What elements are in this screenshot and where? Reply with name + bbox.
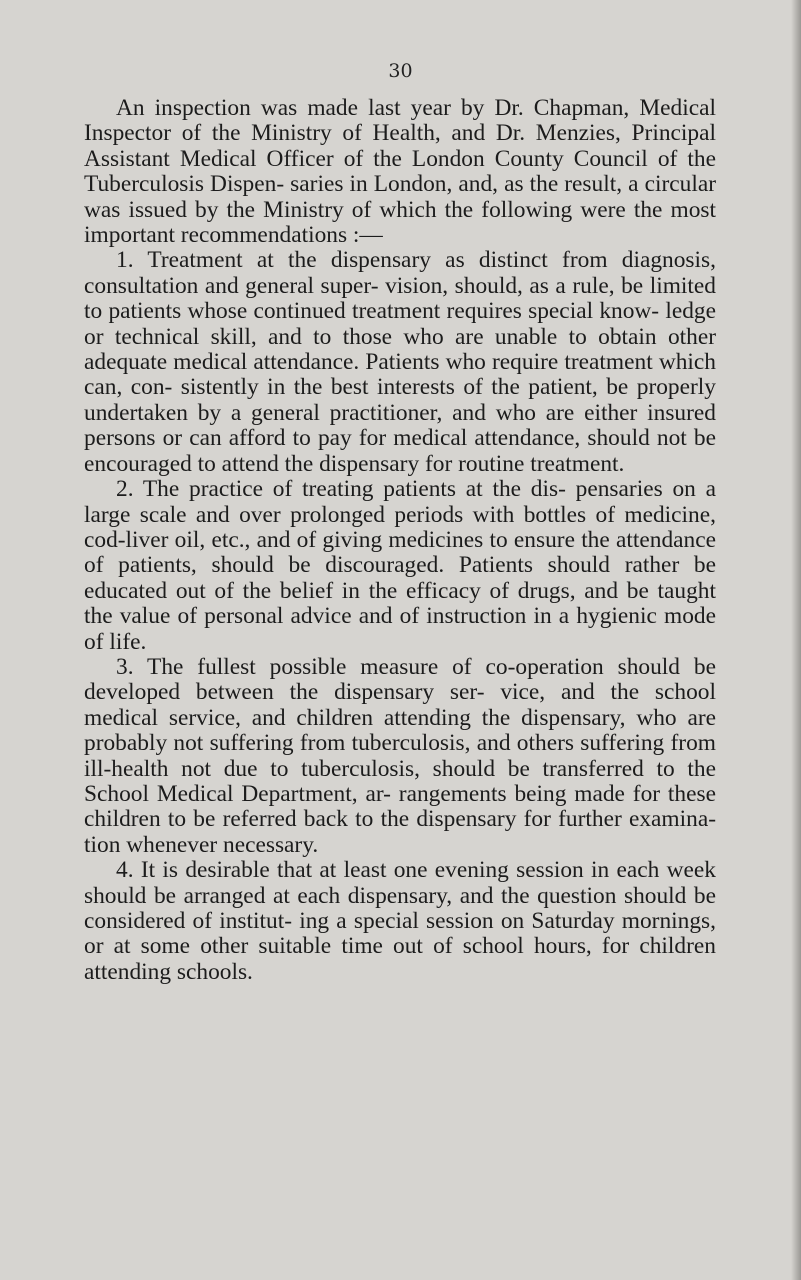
intro-paragraph: An inspection was made last year by Dr. Chapman, Medical Inspector of the Ministry of Health, and Dr. Menzies, Principal Assistant Medical Officer of the London County Council of the Tuberculosis Dispen- saries in London, and, as the result, a circular was issued by the Ministry of which the following were the most important recommendations :— xyxy=(84,95,716,249)
page-edge-shadow xyxy=(791,0,801,1280)
body-text xyxy=(84,96,716,985)
recommendation-1: 1. Treatment at the dispensary as distinct from diagnosis, consultation and general super- vision, should, as a rule, be limited to patients whose continued treatment requires special know- ledge or technical skill, and to those who are unable to obtain other adequate medical attendance. Patients who require treatment which can, con- sistently in the best interests of the patient, be properly undertaken by a general practitioner, and who are either insured persons or can afford to pay for medical attendance, should not be encouraged to attend the dispensary for routine treatment. xyxy=(84,247,716,477)
recommendation-4: 4. It is desirable that at least one evening session in each week should be arranged at each dispensary, and the question should be considered of institut- ing a special session on Saturday mornings, or at some other suitable time out of school hours, for children attending schools. xyxy=(84,857,716,985)
recommendation-2: 2. The practice of treating patients at the dis- pensaries on a large scale and over prolonged periods with bottles of medicine, cod-liver oil, etc., and of giving medicines to ensure the attendance of patients, should be discouraged. Patients should rather be educated out of the belief in the efficacy of drugs, and be taught the value of personal advice and of instruction in a hygienic mode of life. xyxy=(84,476,716,655)
recommendation-3: 3. The fullest possible measure of co-operation should be developed between the dispensary ser- vice, and the school medical service, and children attending the dispensary, who are probably not suffering from tuberculosis, and others suffering from ill-health not due to tuberculosis, should be transferred to the School Medical Department, ar- rangements being made for these children to be referred back to the dispensary for further examina- tion whenever necessary. xyxy=(84,653,716,858)
page-number: 30 xyxy=(388,60,413,82)
